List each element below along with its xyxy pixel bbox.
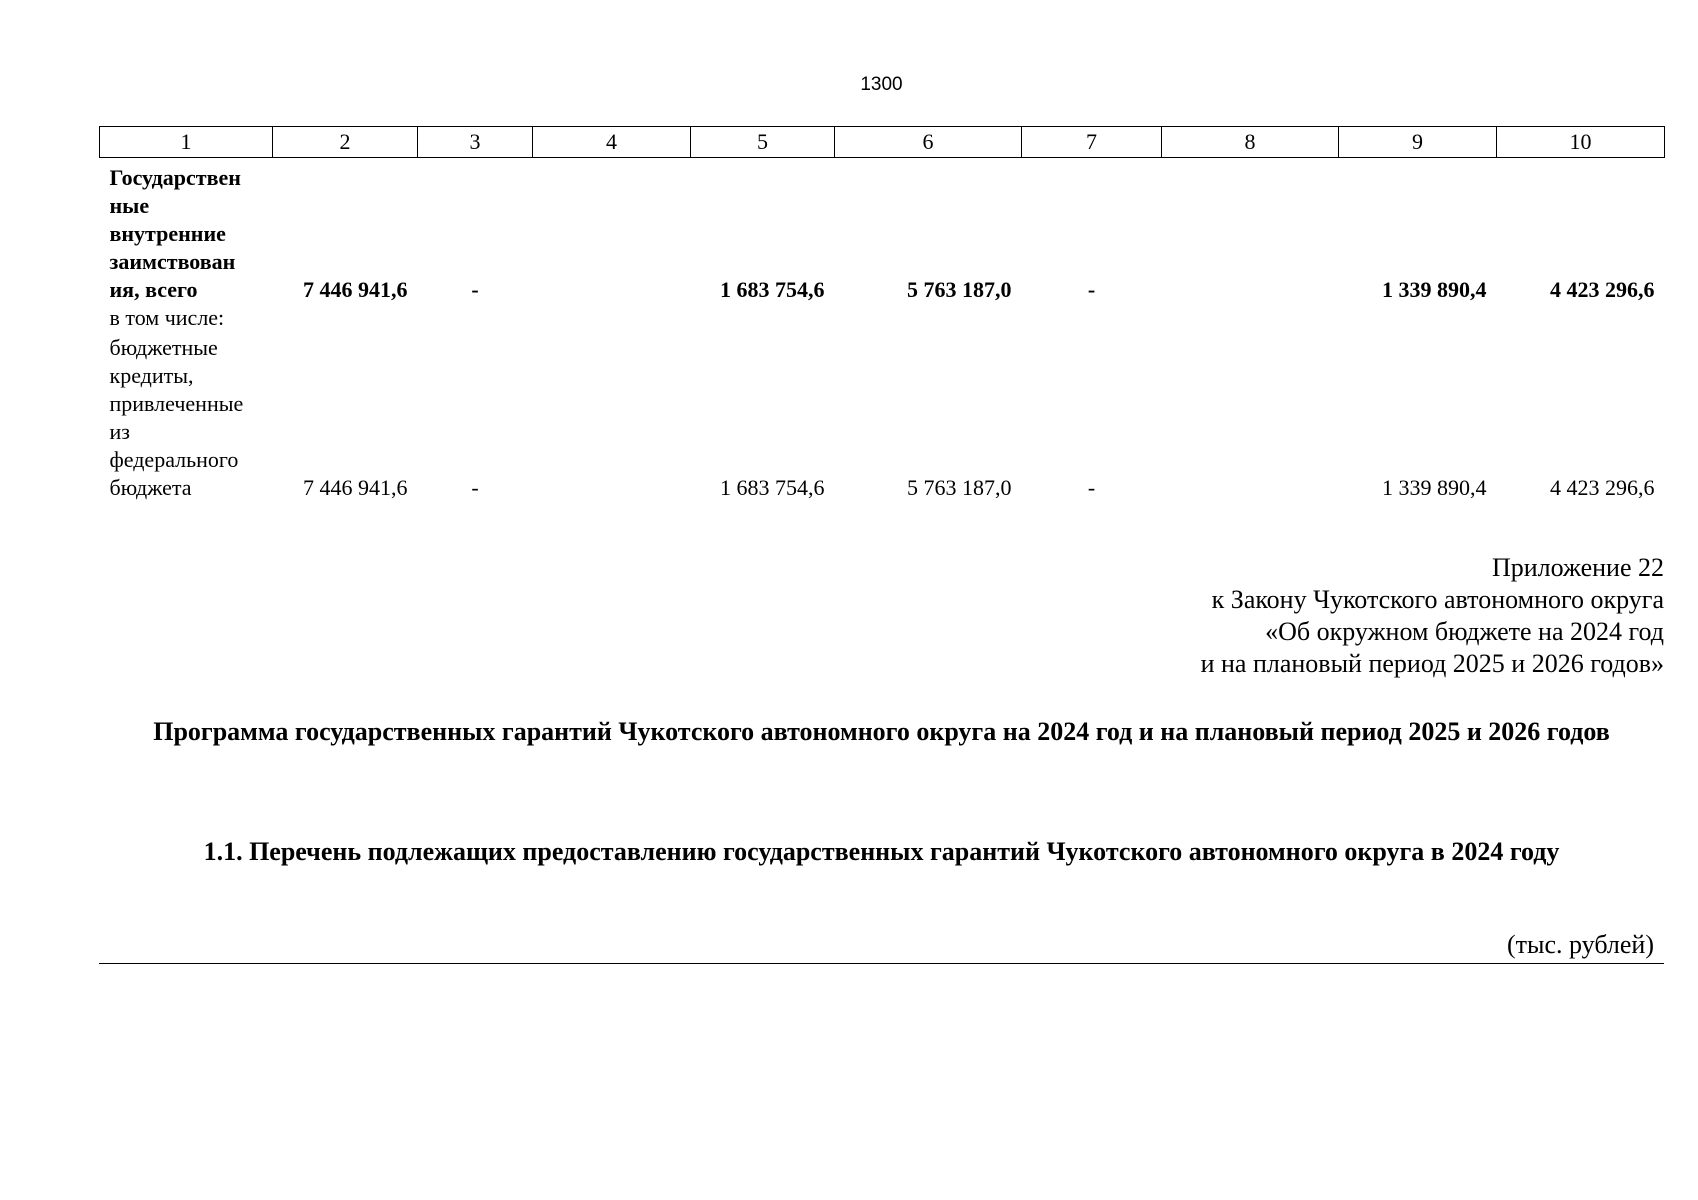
column-header: 8 [1162,127,1339,158]
column-header: 5 [691,127,835,158]
column-header: 10 [1497,127,1665,158]
row-sublabel: в том числе: [109,305,225,330]
column-header: 3 [418,127,533,158]
table-cell: 1 339 890,4 [1382,475,1487,500]
column-header: 4 [533,127,691,158]
table-cell [1162,158,1339,333]
table-cell: - [471,475,479,500]
column-header: 2 [273,127,418,158]
page-number: 1300 [860,74,903,95]
table-row-budget-credits [100,332,1665,502]
table-cell [1162,332,1339,502]
appendix-line: «Об окружном бюджете на 2024 год [1265,617,1664,646]
row-label: Государствен ные внутренние заимствован ия, всего [109,165,241,302]
units-label: (тыс. рублей) [1506,930,1654,959]
table-cell: 7 446 941,6 [303,475,408,500]
subsection-title: 1.1. Перечень подлежащих предоставлению государственных гарантий Чукотского автономного округа в 2024 году [203,837,1560,866]
table-cell: - [1087,475,1096,500]
table-header-row [100,127,1665,158]
table-cell: - [1087,277,1096,302]
appendix-line: Приложение 22 [1491,553,1664,582]
table-cell: 4 423 296,6 [1550,277,1655,302]
column-header: 1 [100,127,273,158]
units-note [99,929,1664,964]
row-label-cell [100,158,273,333]
column-header: 7 [1022,127,1162,158]
table-cell: 7 446 941,6 [303,277,408,302]
appendix-line: к Закону Чукотского автономного округа [1211,585,1664,614]
table-cell: 1 683 754,6 [720,475,825,500]
table-cell: 5 763 187,0 [907,277,1012,302]
table-cell: 4 423 296,6 [1550,475,1655,500]
table-cell: 1 683 754,6 [720,277,825,302]
table-cell: 5 763 187,0 [907,475,1012,500]
table-cell: - [471,277,479,302]
appendix-note [1201,552,1664,680]
row-label: бюджетные кредиты, привлеченные из федерального бюджета [109,335,244,500]
document-title: Программа государственных гарантий Чукотского автономного округа на 2024 год и на плановый период 2025 и 2026 годов [153,717,1610,746]
table-cell: 1 339 890,4 [1382,277,1487,302]
table-cell [533,158,691,333]
borrowings-table [99,126,1665,502]
table-row-total-borrowings [100,158,1665,333]
column-header: 6 [835,127,1022,158]
column-header: 9 [1339,127,1497,158]
appendix-line: и на плановый период 2025 и 2026 годов» [1200,649,1664,678]
table-cell [533,332,691,502]
